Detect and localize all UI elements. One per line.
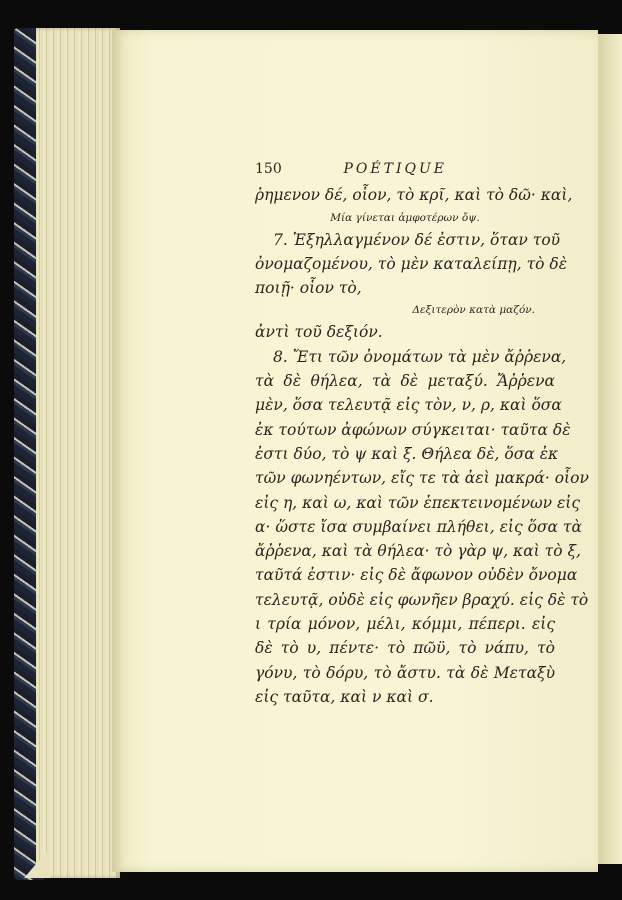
page-edges [36, 28, 120, 878]
page-text [255, 157, 589, 709]
text-line: εἰς η, καὶ ω, καὶ τῶν ἐπεκτεινομένων εἰς [255, 493, 581, 512]
quotation-line: Δεξιτερὸν κατὰ μαζόν. [412, 304, 535, 317]
text-line: ἐκ τούτων ἀφώνων σύγκειται· ταῦτα δὲ [255, 420, 571, 439]
facing-page-edge [598, 34, 622, 864]
text-line: εἰς ταῦτα, καὶ ν καὶ σ. [255, 687, 434, 706]
text-line: ἐστι δύο, τὸ ψ καὶ ξ. Θήλεα δὲ, ὅσα ἐκ [255, 444, 559, 463]
text-line: γόνυ, τὸ δόρυ, τὸ ἄστυ. τὰ δὲ Μεταξὺ [255, 663, 555, 682]
text-line: ταῦτά ἐστιν· εἰς δὲ ἄφωνον οὐδὲν ὄνομα [255, 566, 578, 585]
text-line: ποιῇ· οἷον τὸ, [255, 279, 362, 298]
page-corner [24, 848, 50, 878]
quotation-line: Μία γίνεται ἀμφοτέρων ὄψ. [330, 211, 480, 224]
text-line: τὰ δὲ θήλεα, τὰ δὲ μεταξύ. Ἄῤῥενα [255, 372, 555, 391]
running-title: POÉTIQUE [343, 161, 447, 177]
text-line: 8. Ἔτι τῶν ὀνομάτων τὰ μὲν ἄῤῥενα, [273, 347, 567, 366]
text-line: ῥημενον δέ, οἷον, τὸ κρῖ, καὶ τὸ δῶ· καὶ, [255, 186, 573, 205]
text-line: ἄῤῥενα, καὶ τὰ θήλεα· τὸ γὰρ ψ, καὶ τὸ ξ, [255, 542, 581, 561]
text-line: 7. Ἐξηλλαγμένον δέ ἐστιν, ὅταν τοῦ [273, 230, 561, 249]
text-line: ι τρία μόνον, μέλι, κόμμι, πέπερι. εἰς [255, 615, 555, 634]
text-line: τελευτᾷ, οὐδὲ εἰς φωνῆεν βραχύ. εἰς δὲ τὸ [255, 590, 589, 609]
text-line: ἀντὶ τοῦ δεξιόν. [255, 323, 383, 342]
text-line: ὀνομαζομένου, τὸ μὲν καταλείπῃ, τὸ δὲ [255, 254, 568, 273]
page-number: 150 [255, 161, 282, 177]
text-line: α· ὥστε ἴσα συμβαίνει πλήθει, εἰς ὅσα τὰ [255, 517, 582, 536]
text-lines [255, 183, 589, 709]
text-line: μὲν, ὅσα τελευτᾷ εἰς τὸν, ν, ρ, καὶ ὅσα [255, 396, 562, 415]
text-line: τῶν φωνηέντων, εἴς τε τὰ ἀεὶ μακρά· οἷον [255, 469, 589, 488]
text-line: δὲ τὸ υ, πέντε· τὸ πῶϋ, τὸ νάπυ, τὸ [255, 639, 555, 658]
running-head [255, 157, 555, 181]
